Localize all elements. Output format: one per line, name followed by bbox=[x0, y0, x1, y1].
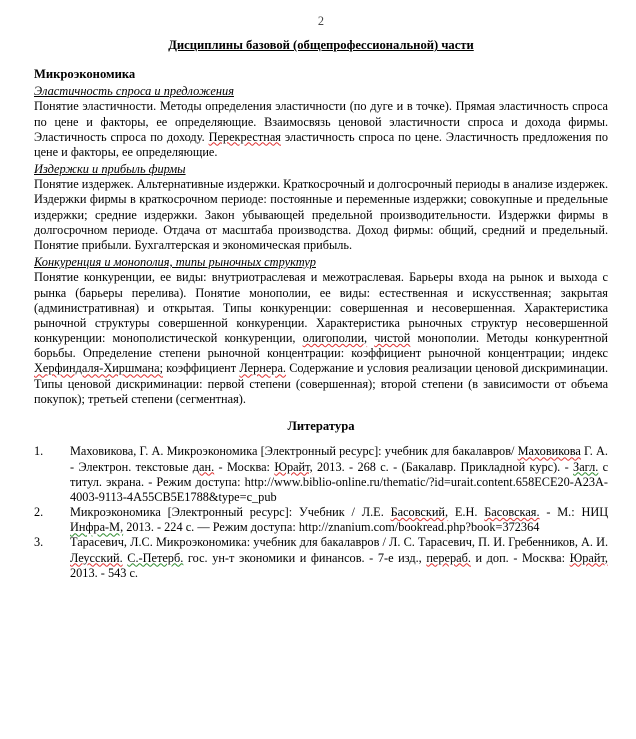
reference-text: Маховикова, Г. А. Микроэкономика [Электронный ресурс]: учебник для бакалавров/ Маховикова Г. А. - Электрон. текстовые дан. - Москва: Юрайт, 2013. - 268 с. - (Бакалавр. Прикладной курс). - Загл. с титул. экрана. - Режим доступа: http://www.biblio-online.ru/thematic/?id=urait.content.658ECE20-A23A-4003-9113-4A55CB5E1788&type=c_pub bbox=[70, 444, 609, 504]
subsection-heading: Конкуренция и монополия, типы рыночных структур bbox=[34, 255, 316, 270]
subsection-body: Понятие издержек. Альтернативные издержки. Краткосрочный и долгосрочный периоды в анализе издержек. Издержки фирмы в краткосрочном периоде: постоянные и переменные издержки; совокупные и предельные издержки; средние издержки. Закон убывающей предельной производительности. Издержки фирмы в долгосрочном периоде. Отдача от масштаба производства. Доход фирмы: общий, средний и предельный. Понятие прибыли. Бухгалтерская и экономическая прибыль. bbox=[34, 177, 609, 252]
spellcheck-word: Юрайт, bbox=[274, 459, 313, 474]
subsection-heading: Эластичность спроса и предложения bbox=[34, 84, 234, 99]
spellcheck-word: Басовская. bbox=[484, 505, 540, 520]
list-item bbox=[34, 535, 608, 581]
subsection-costs-profit bbox=[34, 162, 608, 253]
subsection-competition-monopoly bbox=[34, 255, 608, 407]
list-item bbox=[34, 444, 608, 505]
spellcheck-word: Херфиндаля-Хиршмана; bbox=[34, 361, 164, 376]
spellcheck-word: олигополии, bbox=[302, 331, 368, 346]
grammarcheck-word: С.-Петерб. bbox=[127, 550, 184, 565]
reference-number: 3. bbox=[34, 535, 44, 550]
subsection-body: Понятие эластичности. Методы определения эластичности (по дуге и в точке). Прямая эластичность спроса по цене и факторы, ее определяющие. Взаимосвязь ценовой эластичности спроса и дохода фирмы. Эластичность спроса по доходу. Перекрестная эластичность спроса по цене. Эластичность предложения по цене и факторы, ее определяющие. bbox=[34, 99, 609, 159]
spellcheck-word: чистой bbox=[374, 331, 411, 346]
spellcheck-word: дан. bbox=[192, 459, 215, 474]
section-heading: Микроэкономика bbox=[34, 66, 136, 81]
grammarcheck-word: Загл. bbox=[573, 459, 599, 474]
list-item bbox=[34, 505, 608, 535]
reference-text: Тарасевич, Л.С. Микроэкономика: учебник для бакалавров / Л. С. Тарасевич, П. И. Гребенников, А. И. Леусский. С.-Петерб. гос. ун-т экономики и финансов. - 7-е изд., перераб. и доп. - Москва: Юрайт, 2013. - 543 с. bbox=[70, 535, 609, 580]
spellcheck-word: Басовский, bbox=[390, 505, 449, 520]
reference-number: 2. bbox=[34, 505, 44, 520]
subsection-elasticity bbox=[34, 84, 608, 160]
spellcheck-word: Леусский. bbox=[70, 550, 123, 565]
page-title: Дисциплины базовой (общепрофессиональной) части bbox=[168, 38, 474, 53]
subsection-heading: Издержки и прибыль фирмы bbox=[34, 162, 186, 177]
literature-heading: Литература bbox=[287, 418, 355, 433]
grammarcheck-word: Инфра-М, bbox=[70, 520, 124, 535]
spellcheck-word: Лернера. bbox=[239, 361, 286, 376]
page-number: 2 bbox=[317, 14, 325, 28]
spellcheck-word: Перекрестная bbox=[208, 129, 281, 144]
spellcheck-word: перераб. bbox=[426, 550, 471, 565]
spellcheck-word: Маховикова bbox=[517, 444, 581, 459]
spellcheck-word: Юрайт, bbox=[569, 550, 608, 565]
subsection-body: Понятие конкуренции, ее виды: внутриотраслевая и межотраслевая. Барьеры входа на рынок и выхода с рынка (барьеры перелива). Понятие монополии, ее виды: естественная и искусственная; закрытая (административная) и открытая. Типы конкуренции: совершенная и несовершенная. Характеристика рыночной структуры совершенной конкуренции. Характеристика рыночных структур несовершенной конкуренции: монополистической конкуренции, олигополии, чистой монополии. Методы конкурентной борьбы. Определение степени рыночной концентрации: коэффициент рыночной концентрации; индекс Херфиндаля-Хиршмана; коэффициент Лернера. Содержание и условия реализации ценовой дискриминации. Типы ценовой дискриминации: первой степени (совершенная); второй степени (в зависимости от объема покупок); третьей степени (сегментная). bbox=[34, 270, 609, 406]
reference-number: 1. bbox=[34, 444, 44, 459]
reference-text: Микроэкономика [Электронный ресурс]: Учебник / Л.Е. Басовский, Е.Н. Басовская. - М.: НИЦ Инфра-М, 2013. - 224 с. — Режим доступа: http://znanium.com/bookread.php?book=372364 bbox=[70, 505, 609, 535]
section-microeconomics bbox=[34, 67, 608, 82]
